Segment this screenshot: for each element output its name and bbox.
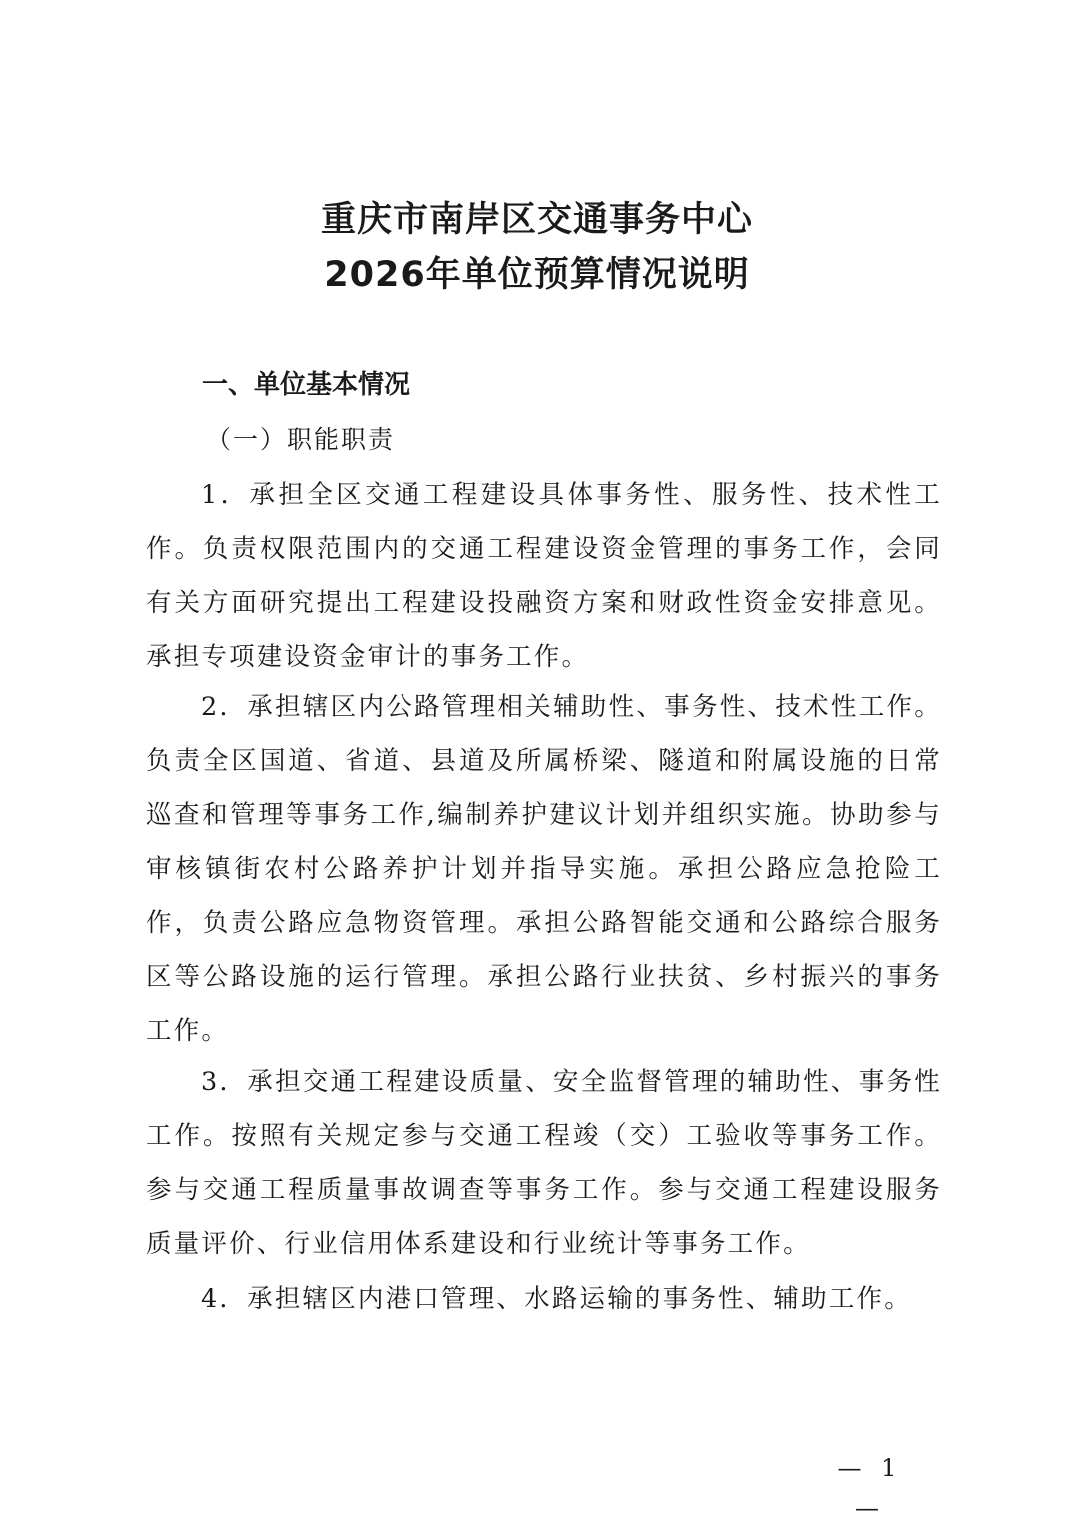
paragraph-item-3: 3．承担交通工程建设质量、安全监督管理的辅助性、事务性工作。按照有关规定参与交通工程竣（交）工验收等事务工作。参与交通工程质量事故调查等事务工作。参与交通工程建设服务质量评价、行业信用体系建设和行业统计等事务工作。 xyxy=(146,1067,942,1259)
subsection-heading: （一）职能职责 xyxy=(206,425,396,454)
document-title-line-2: 2026年单位预算情况说明 xyxy=(324,255,750,295)
paragraph-item-2: 2．承担辖区内公路管理相关辅助性、事务性、技术性工作。负责全区国道、省道、县道及所属桥梁、隧道和附属设施的日常巡查和管理等事务工作,编制养护建议计划并组织实施。协助参与审核镇街农村公路养护计划并指导实施。承担公路应急抢险工作，负责公路应急物资管理。承担公路智能交通和公路综合服务区等公路设施的运行管理。承担公路行业扶贫、乡村振兴的事务工作。 xyxy=(146,692,942,1046)
paragraph-item-4: 4．承担辖区内港口管理、水路运输的事务性、辅助工作。 xyxy=(201,1284,912,1314)
document-title-line-1: 重庆市南岸区交通事务中心 xyxy=(320,200,753,240)
paragraph-item-1: 1．承担全区交通工程建设具体事务性、服务性、技术性工作。负责权限范围内的交通工程建设资金管理的事务工作，会同有关方面研究提出工程建设投融资方案和财政性资金安排意见。承担专项建设资金审计的事务工作。 xyxy=(146,480,942,672)
section-heading: 一、单位基本情况 xyxy=(202,370,411,400)
page-number: — 1 — xyxy=(837,1454,903,1522)
